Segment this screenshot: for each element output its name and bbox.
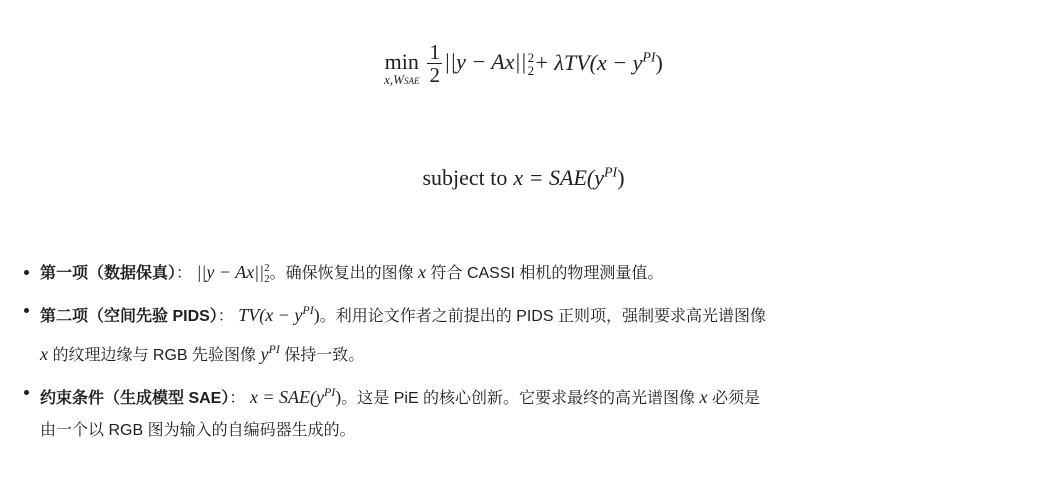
bullet-text-line2: 由一个以 RGB 图为输入的自编码器生成的。 — [40, 422, 356, 439]
min-symbol: min — [384, 48, 419, 74]
half-fraction — [427, 41, 442, 86]
inline-math-sup: PI — [302, 303, 314, 317]
bullet-title: 约束条件（生成模型 SAE） — [40, 390, 230, 407]
inline-var: x — [699, 387, 708, 407]
bullet-text: 。确保恢复出的图像 — [269, 265, 414, 282]
inline-math-text: x = SAE(y — [249, 387, 324, 407]
prior-term — [534, 50, 663, 76]
subject-to-text: subject to — [422, 165, 508, 190]
list-item — [22, 376, 1032, 447]
fraction-numerator: 1 — [429, 39, 440, 64]
inline-math-sub: 2 — [264, 272, 270, 285]
explanation-list — [22, 256, 1032, 451]
bullet-colon: ： — [217, 308, 234, 325]
data-term-sub: 2 — [527, 62, 535, 78]
list-item — [22, 256, 1032, 290]
inline-var: x — [40, 344, 48, 364]
bullet-dot — [24, 390, 29, 395]
constraint-sup: PI — [603, 165, 618, 181]
inline-math — [196, 261, 270, 285]
inline-math-text: ||y − Ax|| — [196, 262, 265, 282]
prior-term-sup: PI — [642, 50, 656, 66]
data-term-sup: 2 — [527, 49, 535, 65]
bullet-title: 第二项（空间先验 PIDS） — [40, 308, 218, 325]
min-subscript-vars: x,W — [384, 71, 404, 87]
inline-var-prior-sup: PI — [268, 342, 280, 356]
bullet-text: 。利用论文作者之前提出的 PIDS 正则项，强制要求高光谱图像 — [319, 308, 766, 325]
inline-var-prior — [260, 344, 279, 364]
constraint-equation — [0, 160, 1047, 196]
inline-math-close: ) — [335, 387, 342, 407]
objective-equation — [0, 28, 1047, 98]
min-subscript — [384, 73, 419, 88]
bullet-text-rest: 必须是 — [711, 390, 760, 407]
bullet-colon: ： — [229, 390, 246, 407]
data-term — [444, 49, 534, 77]
constraint-close: ) — [617, 165, 625, 190]
min-subscript-small: SAE — [403, 75, 420, 86]
bullet-colon: ： — [176, 265, 193, 282]
bullet-title: 第一项（数据保真） — [40, 265, 177, 282]
data-term-text: ||y − Ax|| — [443, 49, 527, 75]
inline-math — [238, 305, 319, 325]
list-item — [22, 294, 1032, 372]
bullet-text-rest: 保持一致。 — [284, 347, 365, 364]
bullet-dot — [24, 308, 29, 313]
min-operator — [384, 48, 420, 88]
prior-term-text: + λTV(x − y — [534, 50, 643, 75]
bullet-dot — [24, 270, 29, 275]
bullet-text-rest: 符合 CASSI 相机的物理测量值。 — [430, 265, 664, 282]
inline-var-prior-base: y — [260, 344, 269, 364]
prior-term-close: ) — [655, 50, 663, 75]
constraint-expression — [513, 165, 624, 191]
inline-math — [250, 387, 341, 407]
constraint-lhs: x = SAE(y — [513, 165, 604, 190]
inline-math-close: ) — [313, 305, 320, 325]
bullet-text: 。这是 PiE 的核心创新。它要求最终的高光谱图像 — [341, 390, 696, 407]
inline-math-sup: PI — [323, 385, 336, 399]
fraction-denominator: 2 — [429, 62, 440, 87]
inline-var: x — [418, 262, 427, 282]
inline-math-sup: 2 — [264, 261, 270, 274]
bullet-text-line2: 的纹理边缘与 RGB 先验图像 — [52, 347, 257, 364]
inline-math-text: TV(x − y — [238, 305, 303, 325]
